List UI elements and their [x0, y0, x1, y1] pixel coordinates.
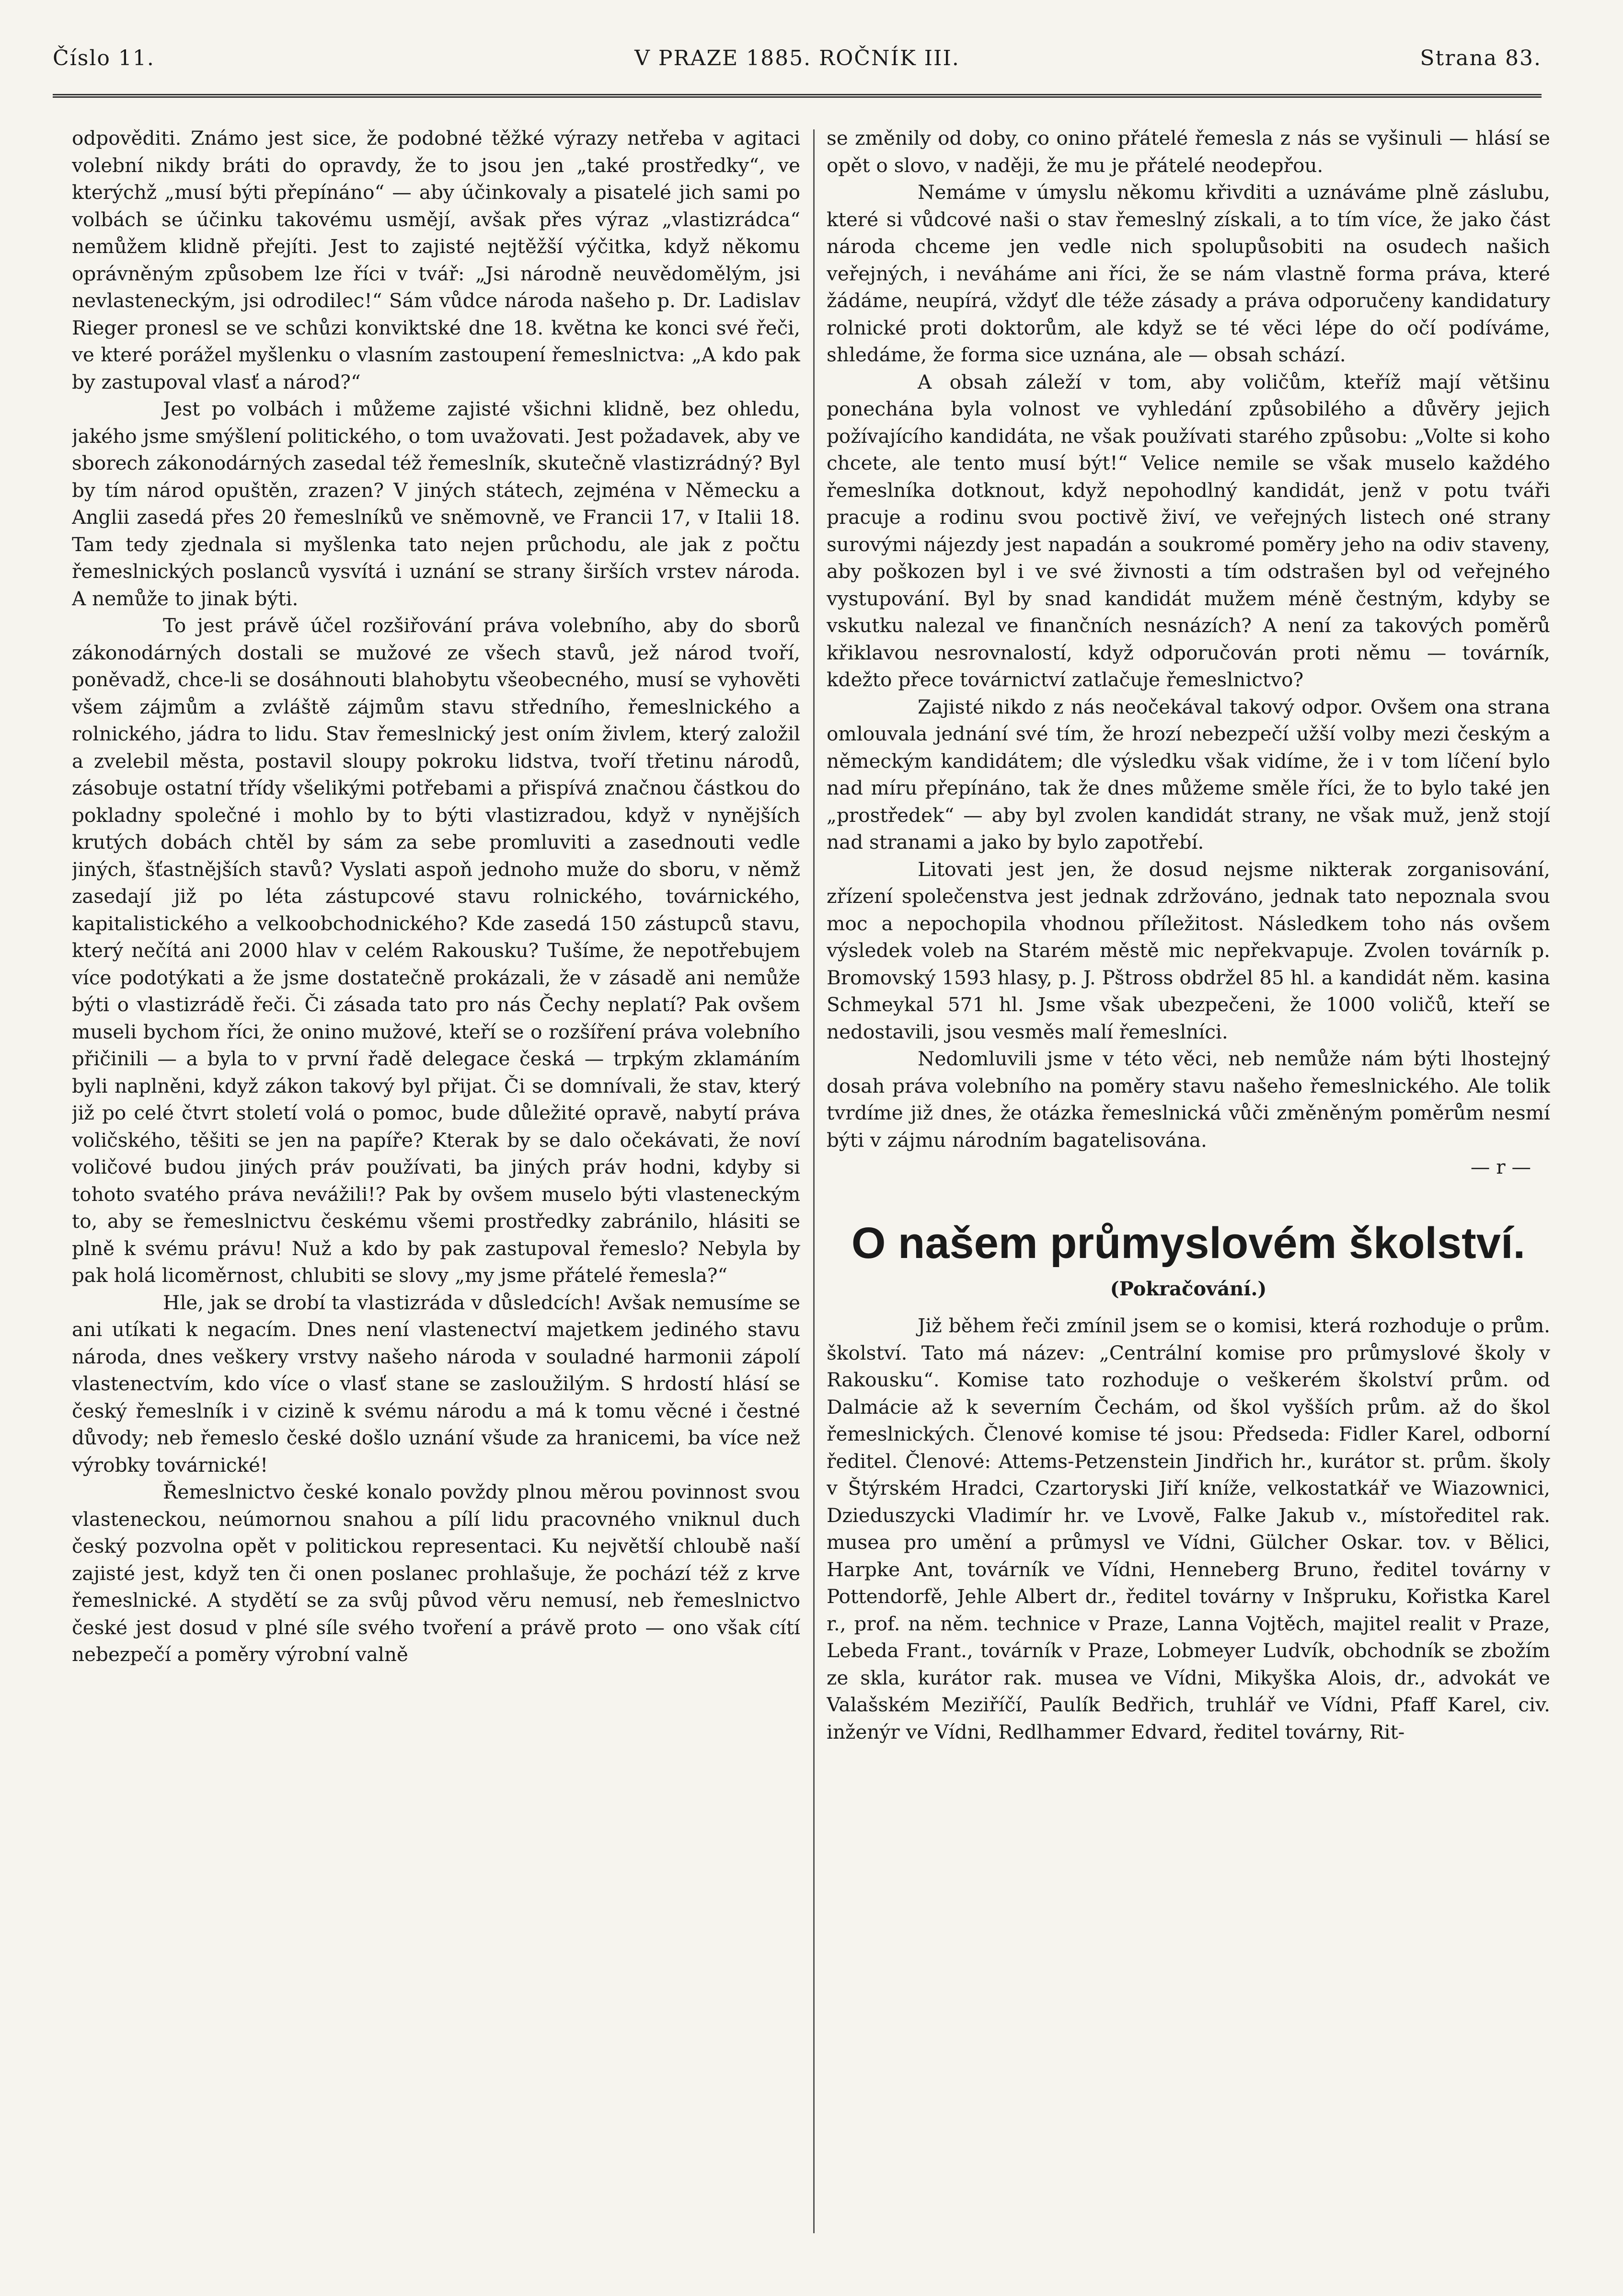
paragraph: To jest právě účel rozšiřování práva volebního, aby do sborů zákonodárných dostali se mužové ze všech stavů, jež národ tvoří, poněvadž, chce-li se dosáhnouti blahobytu všeobecného, musí se vyhověti všem zájmům a zvláště zájmům stavu středního, řemeslnického a rolnického, jádra to lidu. Stav řemeslnický jest oním živlem, který založil a zvelebil města, postavil sloupy pokroku lidstva, tvoří třetinu národů, zásobuje ostatní třídy všelikými potřebami a přispívá značnou částkou do pokladny společné i mohlo by to býti vlastizradou, když v nynějších krutých dobách chtěl by sám za sebe promluviti a zasednouti vedle jiných, šťastnějších stavů? Vyslati aspoň jednoho muže do sboru, v němž zasedají již po léta zástupcové stavu rolnického, továrnického, kapitalistického a velkoobchodnického? Kde zasedá 150 zástupců stavu, který nečítá ani 2000 hlav v celém Rakousku? Tušíme, že nepotřebujem více podotýkati a že jsme dostatečně prokázali, že v zásadě ani nemůže býti o vlastizrádě řeči. Či zásada tato pro nás Čechy neplatí? Pak ovšem museli bychom říci, že onino mužové, kteří se o rozšíření práva volebního přičinili — a byla to v první řadě delegace česká — trpkým zklamáním byli naplněni, když zákon takový byl přijat. Či se domnívali, že stav, který již po celé čtvrt století volá o pomoc, bude důležité opravě, nabytí práva voličského, těšiti se jen na papíře? Kterak by se dalo očekávati, že noví voličové budou jiných práv používati, ba jiných práv hodni, kdyby si tohoto svatého práva nevážili!? Pak by ovšem muselo býti vlasteneckým to, aby se řemeslnictvu českému všemi prostředky zabránilo, hlásiti se plně k svému právu! Nuž a kdo by pak zastupoval řemeslo? Nebyla by pak holá licoměrnost, chlubiti se slovy „my jsme přátelé řemesla?“ — [72, 614, 800, 1287]
author-signature: — r — — [1470, 1155, 1531, 1178]
paragraph: Zajisté nikdo z nás neočekával takový odpor. Ovšem ona strana omlouvala jednání své tím, že hrozí nebezpečí užší volby mezi českým a německým kandidátem; dle výsledku však vidíme, že i v tom líčení bylo nad míru přepínáno, tak že dnes můžeme směle říci, že to bylo také jen „prostředek“ — aby byl zvolen kandidát strany, ne však muž, jenž stojí nad stranami a jako by bylo zapotřebí. — [827, 695, 1550, 854]
paragraph: Litovati jest jen, že dosud nejsme nikterak zorganisování, zřízení společenstva jest jednak zdržováno, jednak tato nepoznala svou moc a nepochopila vhodnou příležitost. Následkem toho nás ovšem výsledek voleb na Starém městě mic nepřekvapuje. Zvolen továrník p. Bromovský 1593 hlasy, p. J. Pštross obdržel 85 hl. a kandidát něm. kasina Schmeykal 571 hl. Jsme však ubezpečeni, že 1000 voličů, kteří se nedostavili, jsou vesměs malí řemeslníci. — [827, 857, 1550, 1043]
left-column — [72, 125, 800, 2234]
right-column — [827, 125, 1550, 2234]
paragraph: Hle, jak se drobí ta vlastizráda v důsledcích! Avšak nemusíme se ani utíkati k negacím. Dnes není vlastenectví majetkem jediného stavu národa, dnes veškery vrstvy našeho národa v souladné harmonii zápolí vlastenectvím, kdo více o vlasť stane se zasloužilým. S hrdostí hlásí se český řemeslník i v cizině k svému národu a má k tomu věcné i čestné důvody; neb řemeslo české došlo uznání všude za hranicemi, ba více než výrobky továrnické! — [72, 1291, 800, 1477]
paragraph: Jest po volbách i můžeme zajisté všichni klidně, bez ohledu, jakého jsme smýšlení politického, o tom uvažovati. Jest požadavek, aby ve sborech zákonodárných zasedal též řemeslník, skutečně vlastizrádný? Byl by tím národ opuštěn, zrazen? V jiných státech, zejména v Německu a Anglii zasedá přes 20 řemeslníků ve sněmovně, ve Francii 17, v Italii 18. Tam tedy zjednala si myšlenka tato nejen průchodu, ale jak z počtu řemeslnických poslanců vysvítá i uznání se strany širších vrstev národa. A nemůže to jinak býti. — [72, 397, 800, 610]
article-title: O našem průmyslovém školství. — [851, 1218, 1526, 1268]
paragraph: Nemáme v úmyslu někomu křivditi a uznáváme plně záslubu, které si vůdcové naši o stav řemeslný získali, a to tím více, že jako část národa chceme jen vedle nich spolupůsobiti na osudech našich veřejných, i neváháme ani říci, že se nám vlastně forma práva, které žádáme, neupírá, vždyť dle téže zásady a práva odporučeny kandidatury rolnické proti doktorům, ale když se té věci lépe do očí podíváme, shledáme, že forma sice uznána, ale — obsah schází. — [827, 181, 1550, 366]
paragraph: A obsah záleží v tom, aby voličům, kteříž mají většinu ponechána byla volnost ve vyhledání způsobilého a důvěry jejich požívajícího kandidáta, ne však používati starého způsobu: „Volte si koho chcete, ale tento musí být!“ Velice nemile se však muselo každého řemeslníka dotknout, když nepohodlný kandidát, jenž v potu tváři pracuje a rodinu svou poctivě živí, ve veřejných listech oné strany surovými nájezdy jest napadán a soukromé poměry jeho na odiv staveny, aby poškozen byl i ve své živnosti a tím odstrašen byl od veřejného vystupování. Byl by snad kandidát mužem méně čestným, kdyby se vskutku nalezal ve finančních nesnázích? A není za takových poměrů křiklavou nesrovnalostí, když odporučován proti němu — továrník, kdežto přece továrnictví zatlačuje řemeslnictvo? — [827, 370, 1550, 691]
header-rule — [53, 94, 1542, 98]
paragraph: Nedomluvili jsme v této věci, neb nemůže nám býti lhostejný dosah práva volebního na poměry stavu našeho řemeslnického. Ale tolik tvrdíme již dnes, že otázka řemeslnická vůči změněným poměrům nesmí býti v zájmu národním bagatelisována. — [827, 1047, 1550, 1152]
column-separator — [813, 129, 815, 2233]
paragraph: Řemeslnictvo české konalo povždy plnou měrou povinnost svou vlasteneckou, neúmornou snahou a pílí lidu pracovného vniknul duch český pozvolna opět v politickou representaci. Ku největší chloubě naší zajisté jest, když ten či onen poslanec prohlašuje, že pochází též z krve řemeslnické. A stydětí se za svůj původ věru nemusí, neb řemeslnictvo české jest dosud v plné síle svého tvoření a právě proto — ono však cítí nebezpečí a poměry výrobní valně — [72, 1480, 800, 1666]
page-header — [53, 46, 1542, 84]
paragraph: odpověditi. Známo jest sice, že podobné těžké výrazy netřeba v agitaci volební nikdy bráti do opravdy, že to jsou jen „také prostředky“, ve kterýchž „musí býti přepínáno“ — aby účinkovaly a pisatelé jich sami po volbách se účinku takovému usmějí, avšak přes výraz „vlastizrádca“ nemůžem klidně přejíti. Jest to zajisté nejtěžší výčitka, když někomu oprávněným způsobem lze říci v tvář: „Jsi národně neuvědomělým, jsi nevlasteneckým, jsi odrodilec!“ Sám vůdce národa našeho p. Dr. Ladislav Rieger pronesl se ve schůzi konviktské dne 18. května ke konci své řeči, ve které porážel myšlenku o vlasním zastoupení řemeslnictva: „A kdo pak by zastupoval vlasť a národ?“ — [72, 127, 800, 393]
page-number: Strana 83. — [1420, 46, 1542, 70]
publication-date-volume: V PRAZE 1885. ROČNÍK III. — [634, 46, 960, 70]
issue-number: Číslo 11. — [53, 46, 155, 70]
article-subtitle: (Pokračování.) — [1110, 1277, 1267, 1300]
paragraph: Již během řeči zmínil jsem se o komisi, která rozhoduje o prům. školství. Tato má název: „Centrální komise pro průmyslové školy v Rakousku“. Komise tato rozhoduje o veškerém školství prům. od Dalmácie až k severním Čechám, od škol vyšších prům. až do škol řemeslnických. Členové komise té jsou: Předseda: Fidler Karel, odborní ředitel. Členové: Attems-Petzenstein Jindřich hr., kurátor st. prům. školy v Štýrském Hradci, Czartoryski Jiří kníže, velkostatkář ve Wiazownici, Dzieduszycki Vladimír hr. ve Lvově, Falke Jakub v., místoředitel rak. musea pro umění a průmysl ve Vídni, Gülcher Oskar. tov. v Bělici, Harpke Ant, továrník ve Vídni, Henneberg Bruno, ředitel továrny v Pottendorfě, Jehle Albert dr., ředitel továrny v Inšpruku, Kořistka Karel r., prof. na něm. technice v Praze, Lanna Vojtěch, majitel realit v Praze, Lebeda Frant., továrník v Praze, Lobmeyer Ludvík, obchodník se zbožím ze skla, kurátor rak. musea ve Vídni, Mikyška Alois, dr., advokát ve Valašském Meziříčí, Paulík Bedřich, truhlář ve Vídni, Pfaff Karel, civ. inženýr ve Vídni, Redlhammer Edvard, ředitel továrny, Rit- — [827, 1314, 1550, 1743]
paragraph: se změnily od doby, co onino přátelé řemesla z nás se vyšinuli — hlásí se opět o slovo, v naději, že mu je přátelé neodepřou. — [827, 127, 1550, 177]
